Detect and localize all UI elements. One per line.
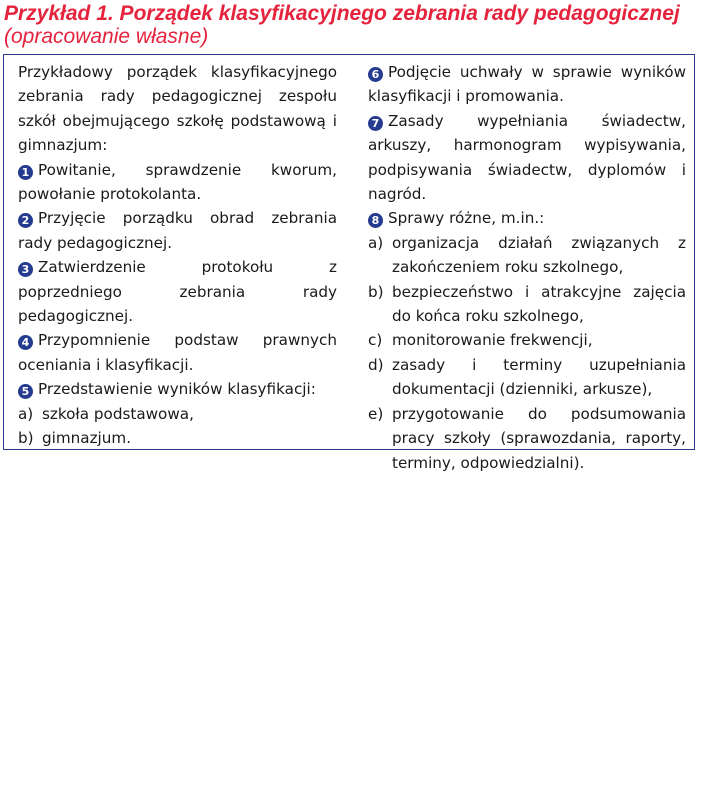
agenda-intro: Przykładowy porządek klasyfikacyjnego zebrania rady pedagogicznej zespołu szkół obejmującego szkołę podstawową i gimnazjum: <box>18 63 337 155</box>
subitem-letter: e) <box>368 404 384 423</box>
agenda-item-text: Zasady wypełniania świadectw, arkuszy, harmonogram wypisywania, podpisywania świadectw, dyplomów i nagród. <box>368 111 686 204</box>
agenda-item-text: Sprawy różne, m.in.: <box>388 209 545 228</box>
number-6-icon: 6 <box>368 67 383 82</box>
subitem-text: przygotowanie do podsumowania pracy szkoły (sprawozdania, raporty, terminy, odpowiedzialni). <box>392 404 686 472</box>
agenda-subitem-b <box>368 280 686 329</box>
agenda-item-5 <box>18 377 337 401</box>
subitem-letter: b) <box>368 282 384 301</box>
agenda-subitem-e <box>368 402 686 475</box>
number-4-icon: 4 <box>18 335 33 350</box>
agenda-item-4 <box>18 328 337 377</box>
agenda-subitem-c <box>368 328 686 352</box>
subitem-text: monitorowanie frekwencji, <box>392 331 593 350</box>
agenda-subitem-a <box>18 402 337 426</box>
subitem-text: gimnazjum. <box>42 429 132 448</box>
agenda-subitem-d <box>368 353 686 402</box>
agenda-subitem-b <box>18 426 337 450</box>
number-1-icon: 1 <box>18 165 33 180</box>
subitem-text: organizacja działań związanych z zakończeniem roku szkolnego, <box>392 233 686 277</box>
number-3-icon: 3 <box>18 262 33 277</box>
agenda-left-column <box>18 60 337 451</box>
subitem-text: szkoła podstawowa, <box>42 404 194 423</box>
subitem-letter: d) <box>368 355 384 374</box>
number-8-icon: 8 <box>368 213 383 228</box>
agenda-item-2 <box>18 206 337 255</box>
subitem-letter: a) <box>368 233 384 252</box>
agenda-item-text: Podjęcie uchwały w sprawie wyników klasyfikacji i promowania. <box>368 63 686 106</box>
number-2-icon: 2 <box>18 213 33 228</box>
agenda-item-1 <box>18 158 337 207</box>
example-title <box>4 2 694 48</box>
agenda-item-text: Przypomnienie podstaw prawnych oceniania i klasyfikacji. <box>18 331 337 374</box>
agenda-item-text: Przedstawienie wyników klasyfikacji: <box>38 380 316 399</box>
agenda-item-7 <box>368 109 686 207</box>
number-5-icon: 5 <box>18 384 33 399</box>
agenda-item-text: Zatwierdzenie protokołu z poprzedniego zebrania rady pedagogicznej. <box>18 258 337 326</box>
agenda-item-3 <box>18 255 337 328</box>
agenda-subitem-a <box>368 231 686 280</box>
agenda-item-8 <box>368 206 686 230</box>
title-note: (opracowanie własne) <box>4 25 209 48</box>
agenda-item-6 <box>368 60 686 109</box>
subitem-text: bezpieczeństwo i atrakcyjne zajęcia do końca roku szkolnego, <box>392 282 686 326</box>
agenda-item-text: Przyjęcie porządku obrad zebrania rady pedagogicznej. <box>18 209 337 252</box>
subitem-letter: a) <box>18 404 34 423</box>
agenda-box <box>3 54 695 472</box>
agenda-right-column <box>368 60 686 475</box>
subitem-letter: c) <box>368 331 383 350</box>
title-main: Przykład 1. Porządek klasyfikacyjnego zebrania rady pedagogicznej <box>4 2 680 25</box>
subitem-letter: b) <box>18 429 34 448</box>
subitem-text: zasady i terminy uzupełniania dokumentacji (dzienniki, arkusze), <box>392 355 686 399</box>
number-7-icon: 7 <box>368 116 383 131</box>
agenda-item-text: Powitanie, sprawdzenie kworum, powołanie protokolanta. <box>18 160 337 204</box>
